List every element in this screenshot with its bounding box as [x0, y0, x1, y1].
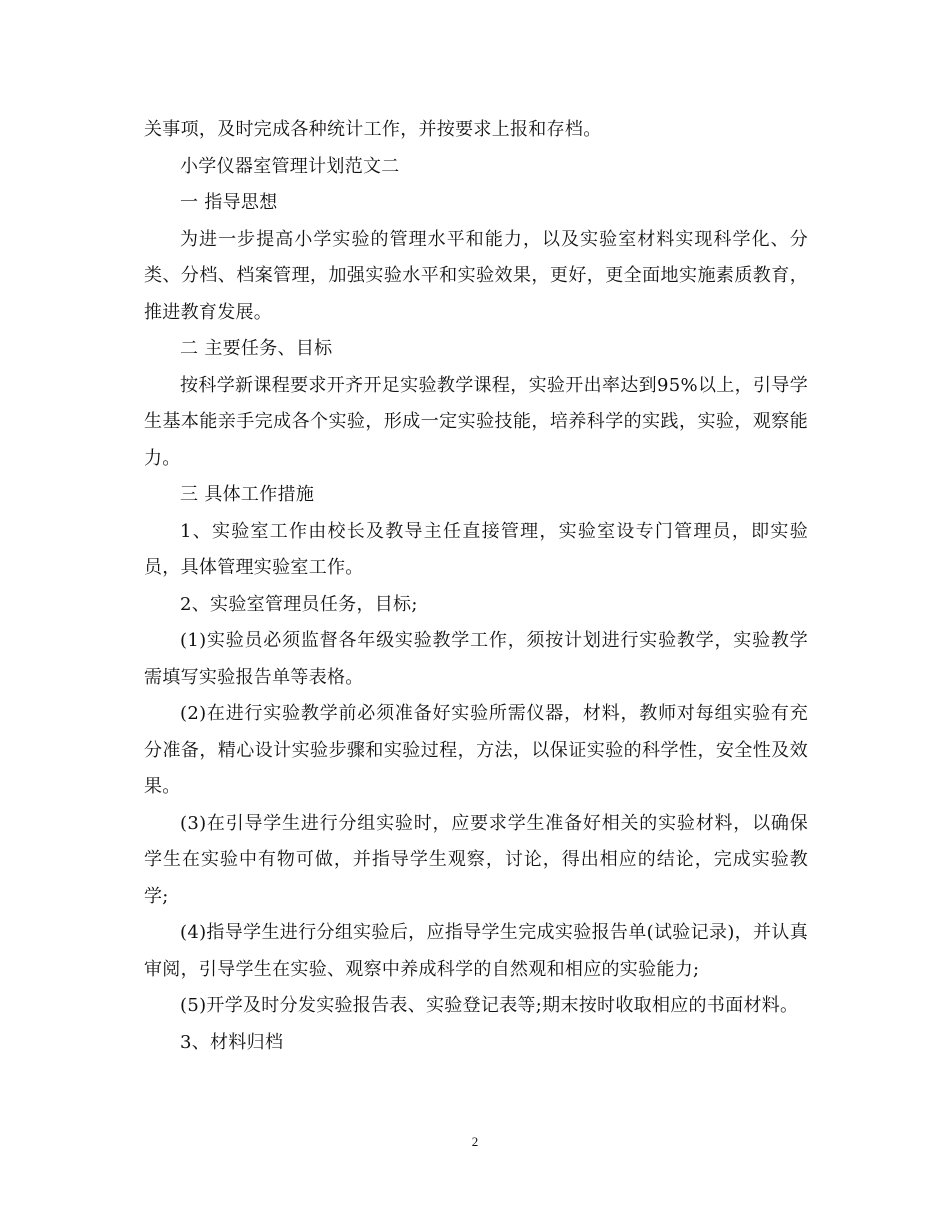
list-item-1: (1)实验员必须监督各年级实验教学工作，须按计划进行实验教学，实验教学需填写实验报告单等表格。	[144, 630, 808, 688]
paragraph-main-tasks: 按科学新课程要求开齐开足实验教学课程，实验开出率达到95%以上，引导学生基本能亲手完成各个实验，形成一定实验技能，培养科学的实践，实验，观察能力。	[144, 374, 808, 469]
paragraph-measure-3: 3、材料归档	[180, 1031, 284, 1053]
paragraph-measure-2: 2、实验室管理员任务，目标;	[180, 593, 418, 615]
paragraph-measure-1: 1、实验室工作由校长及教导主任直接管理，实验室设专门管理员，即实验员，具体管理实验室工作。	[144, 520, 808, 578]
page-number: 2	[471, 1134, 479, 1149]
list-item-4: (4)指导学生进行分组实验后，应指导学生完成实验报告单(试验记录)，并认真审阅，引导学生在实验、观察中养成科学的自然观和相应的实验能力;	[144, 922, 808, 980]
list-item-3: (3)在引导学生进行分组实验时，应要求学生准备好相关的实验材料，以确保学生在实验中有物可做，并指导学生观察，讨论，得出相应的结论，完成实验教学;	[144, 812, 808, 907]
section-title: 小学仪器室管理计划范文二	[180, 155, 400, 177]
list-item-5: (5)开学及时分发实验报告表、实验登记表等;期末按时收取相应的书面材料。	[180, 995, 799, 1016]
heading-main-tasks: 二 主要任务、目标	[180, 338, 333, 359]
heading-specific-measures: 三 具体工作措施	[180, 484, 315, 505]
document-body	[144, 112, 808, 1061]
heading-guiding-ideology: 一 指导思想	[180, 192, 278, 213]
paragraph-guiding-ideology: 为进一步提高小学实验的管理水平和能力，以及实验室材料实现科学化、分类、分档、档案管理，加强实验水平和实验效果，更好，更全面地实施素质教育，推进教育发展。	[144, 228, 808, 323]
list-item-2: (2)在进行实验教学前必须准备好实验所需仪器，材料，教师对每组实验有充分准备，精心设计实验步骤和实验过程，方法，以保证实验的科学性，安全性及效果。	[144, 703, 808, 797]
paragraph-continuation: 关事项，及时完成各种统计工作，并按要求上报和存档。	[144, 119, 602, 140]
